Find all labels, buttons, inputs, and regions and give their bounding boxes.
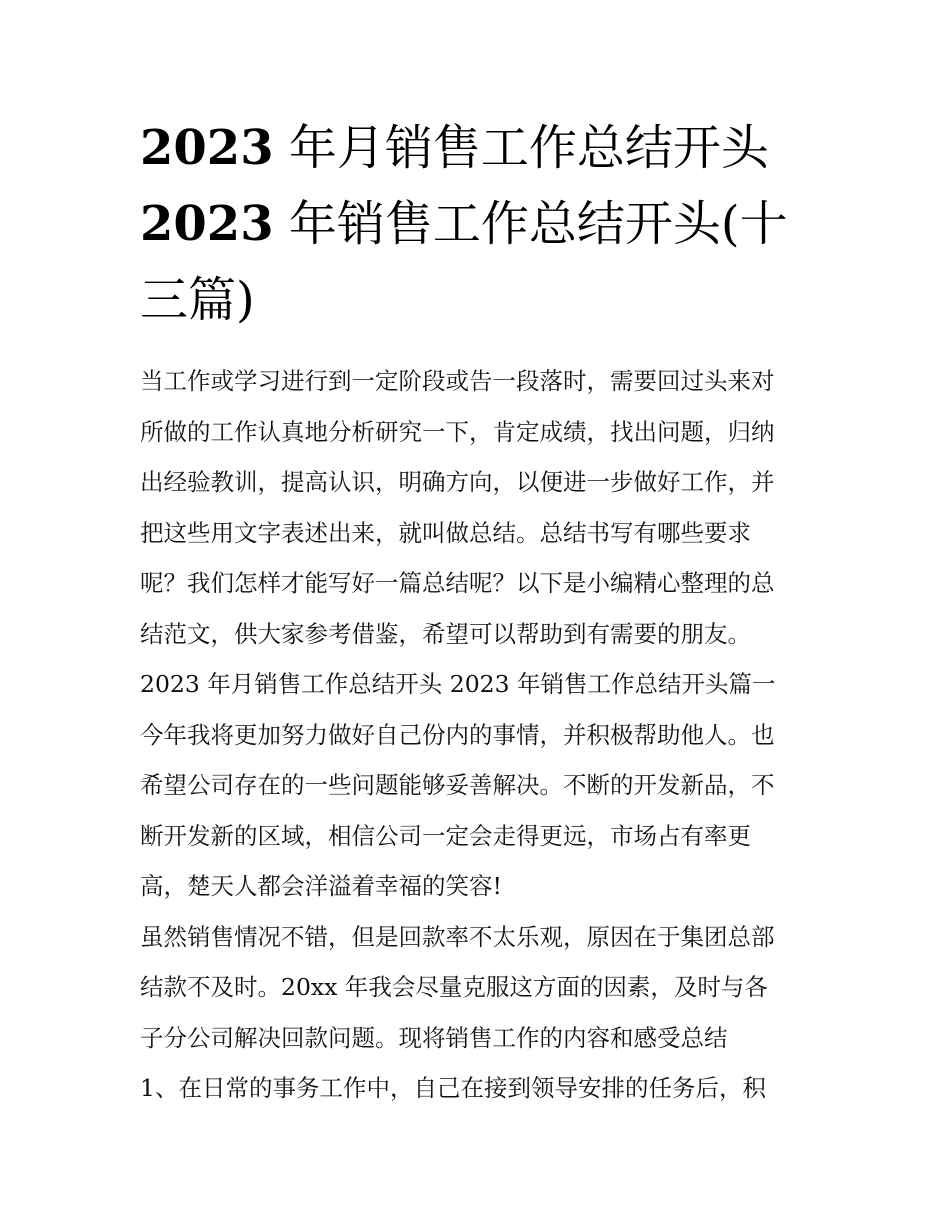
title-line-1 xyxy=(140,110,820,186)
body-line: 虽然销售情况不错，但是回款率不太乐观，原因在于集团总部 xyxy=(140,922,775,951)
document-title xyxy=(140,110,820,338)
body-line: 所做的工作认真地分析研究一下，肯定成绩，找出问题，归纳 xyxy=(140,417,775,446)
body-line: 出经验教训，提高认识，明确方向，以便进一步做好工作，并 xyxy=(140,468,775,496)
body-line: 希望公司存在的一些问题能够妥善解决。不断的开发新品，不 xyxy=(140,771,775,799)
body-line: 高，楚天人都会洋溢着幸福的笑容! xyxy=(140,872,502,900)
title-text-2: 年销售工作总结开头(十 xyxy=(273,196,788,252)
title-year-1: 2023 xyxy=(140,120,274,176)
body-line: 结范文，供大家参考借鉴，希望可以帮助到有需要的朋友。 xyxy=(140,619,751,648)
title-line-3 xyxy=(140,262,820,338)
body-line: 结款不及时。20xx 年我会尽量克服这方面的因素，及时与各 xyxy=(140,973,768,1001)
title-text-1: 年月销售工作总结开头 xyxy=(273,120,769,176)
body-line: 子分公司解决回款问题。现将销售工作的内容和感受总结 xyxy=(140,1023,728,1052)
body-line: 今年我将更加努力做好自己份内的事情，并积极帮助他人。也 xyxy=(140,720,775,749)
body-line: 1、在日常的事务工作中，自己在接到领导安排的任务后，积 xyxy=(140,1074,766,1102)
title-text-3: 三篇) xyxy=(140,272,255,328)
document-body xyxy=(140,356,830,1114)
section-heading-line: 2023 年月销售工作总结开头 2023 年销售工作总结开头篇一 xyxy=(140,670,776,698)
body-line: 把这些用文字表述出来，就叫做总结。总结书写有哪些要求 xyxy=(140,518,751,547)
title-line-2 xyxy=(140,186,820,262)
body-line: 断开发新的区域，相信公司一定会走得更远，市场占有率更 xyxy=(140,821,751,850)
body-line: 当工作或学习进行到一定阶段或告一段落时，需要回过头来对 xyxy=(140,367,775,395)
body-line: 呢？我们怎样才能写好一篇总结呢？以下是小编精心整理的总 xyxy=(140,569,775,597)
title-year-2: 2023 xyxy=(140,196,274,252)
